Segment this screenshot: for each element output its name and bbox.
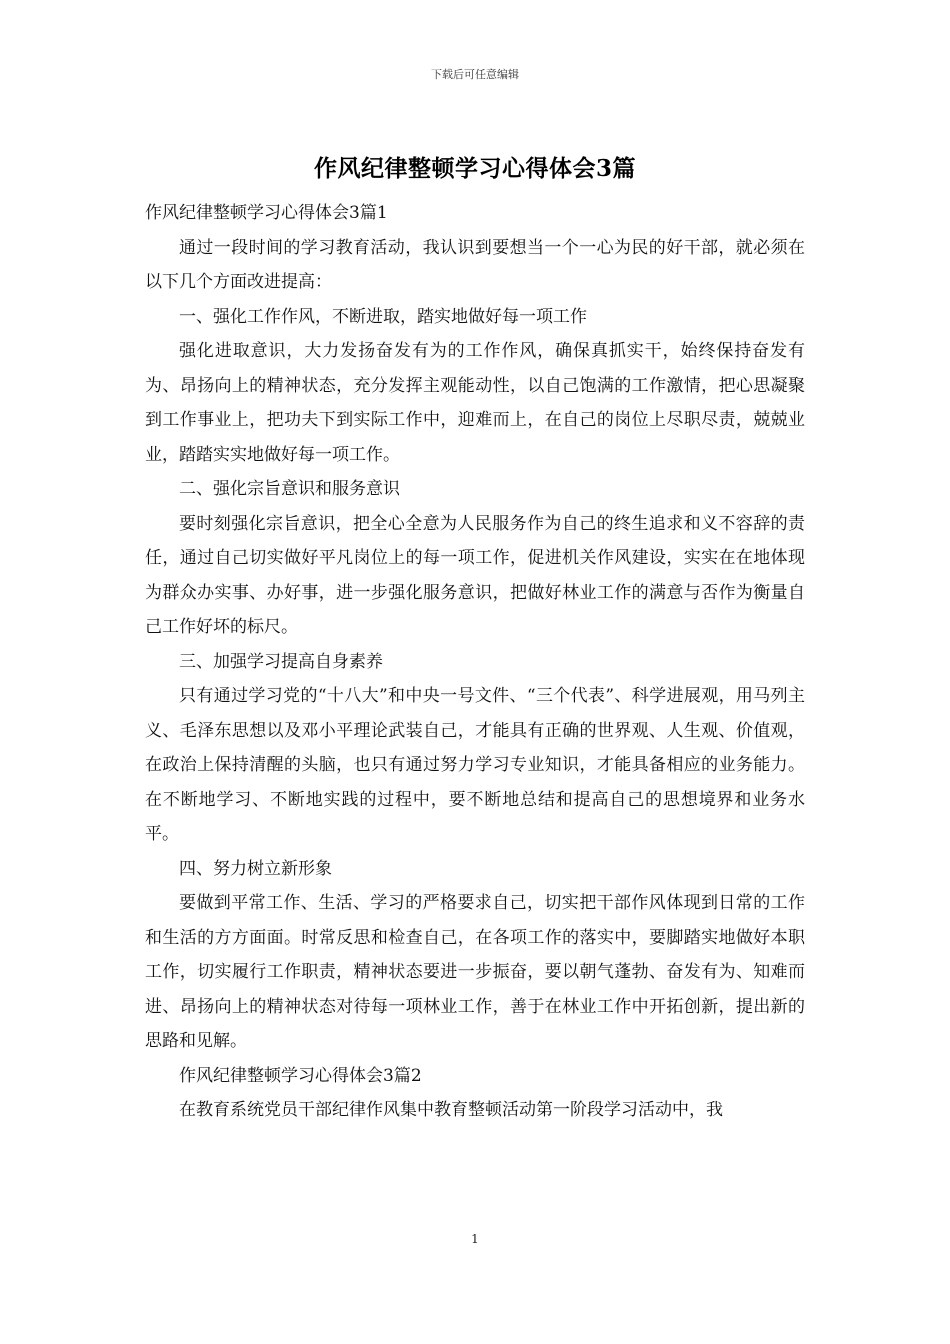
page-number: 1	[471, 1232, 479, 1246]
paragraph: 强化进取意识，大力发扬奋发有为的工作作风，确保真抓实干，始终保持奋发有为、昂扬向上的精神状态，充分发挥主观能动性，以自己饱满的工作激情，把心思凝聚到工作事业上，把功夫下到实际工作中，迎难而上，在自己的岗位上尽职尽责，兢兢业业，踏踏实实地做好每一项工作。	[145, 341, 805, 465]
header-note: 下载后可任意编辑	[431, 68, 519, 81]
section-heading-1: 作风纪律整顿学习心得体会3篇1	[145, 203, 388, 223]
paragraph: 要时刻强化宗旨意识，把全心全意为人民服务作为自己的终生追求和义不容辞的责任，通过自己切实做好平凡岗位上的每一项工作，促进机关作风建设，实实在在地体现为群众办实事、办好事，进一步强化服务意识，把做好林业工作的满意与否作为衡量自己工作好坏的标尺。	[145, 513, 805, 637]
paragraph: 通过一段时间的学习教育活动，我认识到要想当一个一心为民的好干部，就必须在以下几个方面改进提高：	[145, 237, 805, 292]
document-title: 作风纪律整顿学习心得体会3篇	[313, 155, 636, 182]
subheading: 三、加强学习提高自身素养	[179, 651, 383, 672]
paragraph: 在教育系统党员干部纪律作风集中教育整顿活动第一阶段学习活动中，我	[179, 1100, 723, 1120]
subheading: 二、强化宗旨意识和服务意识	[179, 479, 400, 499]
section-heading-2: 作风纪律整顿学习心得体会3篇2	[179, 1065, 422, 1086]
subheading: 一、强化工作作风，不断进取，踏实地做好每一项工作	[179, 306, 587, 327]
subheading: 四、努力树立新形象	[179, 858, 332, 879]
paragraph: 要做到平常工作、生活、学习的严格要求自己，切实把干部作风体现到日常的工作和生活的方方面面。时常反思和检查自己，在各项工作的落实中，要脚踏实地做好本职工作，切实履行工作职责，精神状态要进一步振奋，要以朝气蓬勃、奋发有为、知难而进、昂扬向上的精神状态对待每一项林业工作，善于在林业工作中开拓创新，提出新的思路和见解。	[145, 893, 805, 1051]
document-body	[145, 196, 805, 1128]
paragraph: 只有通过学习党的“十八大”和中央一号文件、“三个代表”、科学进展观，用马列主义、毛泽东思想以及邓小平理论武装自己，才能具有正确的世界观、人生观、价值观，在政治上保持清醒的头脑，也只有通过努力学习专业知识，才能具备相应的业务能力。在不断地学习、不断地实践的过程中，要不断地总结和提高自己的思想境界和业务水平。	[145, 686, 805, 844]
